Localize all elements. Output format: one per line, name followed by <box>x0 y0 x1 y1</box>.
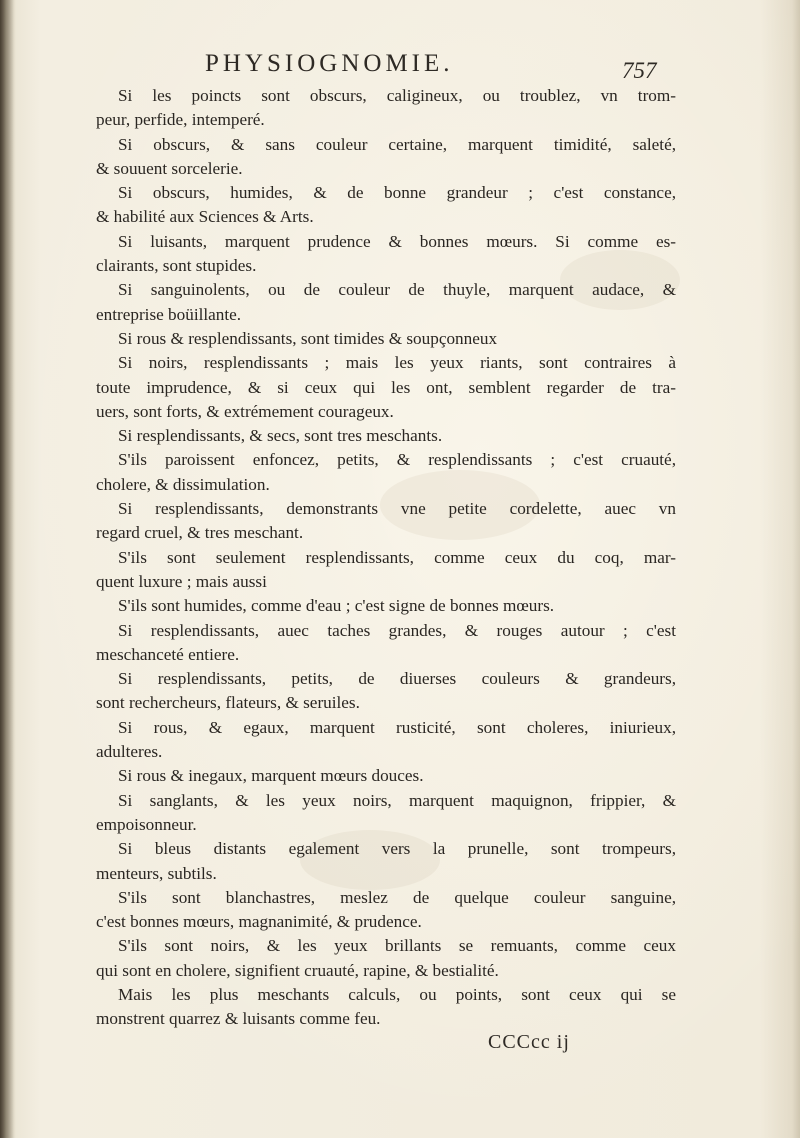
text-line: regard cruel, & tres meschant. <box>96 523 304 543</box>
text-line: Si obscurs, & sans couleur certaine, marquent timidité, saleté, <box>118 134 676 154</box>
text-line: Si resplendissants, auec taches grandes, & rouges autour ; c'est <box>118 620 676 640</box>
text-line: Si obscurs, humides, & de bonne grandeur ; c'est constance, <box>118 183 676 203</box>
text-line: Si luisants, marquent prudence & bonnes mœurs. Si comme es- <box>118 231 676 251</box>
running-title: PHYSIOGNOMIE. <box>205 50 454 77</box>
text-line: Si rous, & egaux, marquent rusticité, sont choleres, iniurieux, <box>118 717 676 737</box>
text-line: meschanceté entiere. <box>96 644 240 664</box>
text-line: Si resplendissants, & secs, sont tres meschants. <box>118 426 443 446</box>
text-line: peur, perfide, intemperé. <box>96 110 265 130</box>
text-line: clairants, sont stupides. <box>96 256 257 276</box>
text-line: & souuent sorcelerie. <box>96 158 243 178</box>
text-line: monstrent quarrez & luisants comme feu. <box>96 1009 381 1029</box>
text-line: uers, sont forts, & extrémement courageux. <box>96 401 394 421</box>
text-line: Si rous & resplendissants, sont timides & soupçonneux <box>118 328 498 348</box>
text-line: S'ils sont blanchastres, meslez de quelque couleur sanguine, <box>118 887 676 907</box>
text-line: S'ils sont humides, comme d'eau ; c'est signe de bonnes mœurs. <box>118 596 555 616</box>
gutter-shadow <box>0 0 14 1138</box>
text-line: S'ils sont noirs, & les yeux brillants se remuants, comme ceux <box>118 936 676 956</box>
text-line: quent luxure ; mais aussi <box>96 571 267 591</box>
body-text <box>96 84 676 1032</box>
text-line: Si sanguinolents, ou de couleur de thuyle, marquent audace, & <box>118 280 676 300</box>
signature-mark: CCCcc ij <box>488 1031 570 1053</box>
text-line: qui sont en cholere, signifient cruauté, rapine, & bestialité. <box>96 960 499 980</box>
text-line: adulteres. <box>96 742 163 762</box>
page-number: 757 <box>622 58 657 83</box>
text-line: sont rechercheurs, flateurs, & seruiles. <box>96 693 360 713</box>
text-line: Si sanglants, & les yeux noirs, marquent maquignon, frippier, & <box>118 790 676 810</box>
text-line: menteurs, subtils. <box>96 863 217 883</box>
text-line: Si rous & inegaux, marquent mœurs douces. <box>118 766 424 786</box>
text-line: c'est bonnes mœurs, magnanimité, & prudence. <box>96 912 422 932</box>
text-line: & habilité aux Sciences & Arts. <box>96 207 314 227</box>
text-line: Si resplendissants, demonstrants vne petite cordelette, auec vn <box>118 499 676 519</box>
text-line: entreprise boüillante. <box>96 304 242 324</box>
text-line: Si noirs, resplendissants ; mais les yeux riants, sont contraires à <box>118 353 676 373</box>
text-line: Si les poincts sont obscurs, caligineux, ou troublez, vn trom- <box>118 86 676 105</box>
text-line: S'ils sont seulement resplendissants, comme ceux du coq, mar- <box>118 547 676 567</box>
text-line: Si resplendissants, petits, de diuerses couleurs & grandeurs, <box>118 669 676 689</box>
text-line: S'ils paroissent enfoncez, petits, & resplendissants ; c'est cruauté, <box>118 450 676 470</box>
text-line: cholere, & dissimulation. <box>96 474 270 494</box>
text-line: Mais les plus meschants calculs, ou points, sont ceux qui se <box>118 984 676 1004</box>
text-line: Si bleus distants egalement vers la prunelle, sont trompeurs, <box>118 839 676 859</box>
text-line: toute imprudence, & si ceux qui les ont, semblent regarder de tra- <box>96 377 676 397</box>
text-line: empoisonneur. <box>96 814 197 834</box>
